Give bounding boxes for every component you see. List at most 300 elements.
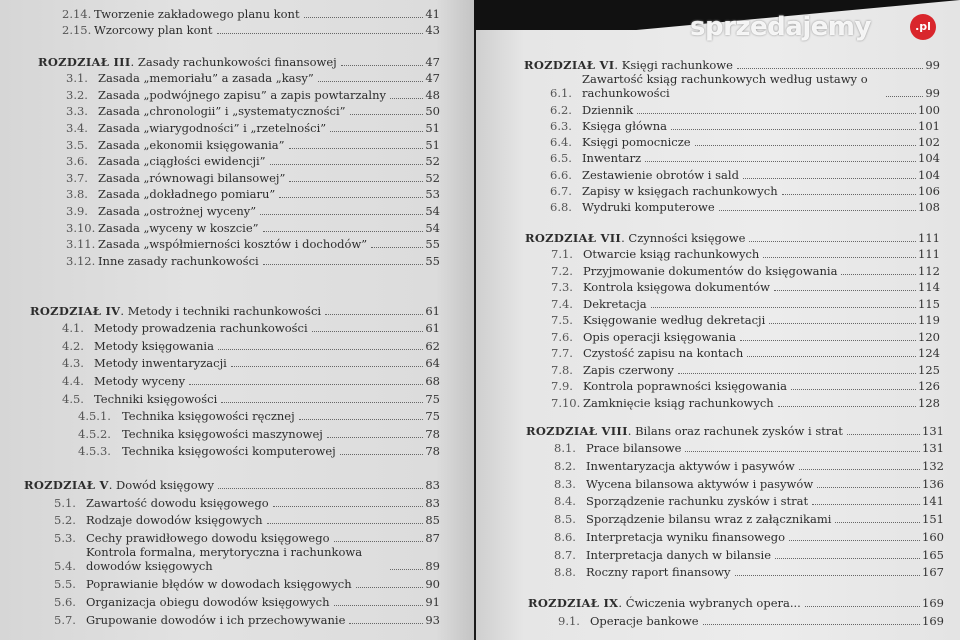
- toc-entry: [38, 201, 440, 218]
- entry-title: Metody inwentaryzacji: [94, 356, 227, 371]
- entry-title: Zasada „ciągłości ewidencji”: [98, 154, 266, 169]
- page-number: 136: [922, 476, 944, 491]
- toc-entry: [30, 406, 440, 424]
- page-number: 131: [922, 441, 944, 456]
- toc-entry: [524, 100, 940, 116]
- page-number: 160: [922, 529, 944, 544]
- page-number: 75: [425, 391, 440, 406]
- page-number: 106: [918, 184, 940, 199]
- dot-leader: [327, 437, 424, 438]
- page-number: 64: [425, 356, 440, 371]
- page-number: 125: [918, 362, 940, 377]
- page-number: 53: [425, 187, 440, 202]
- dot-leader: [782, 194, 916, 195]
- chapter-heading: [526, 416, 944, 438]
- toc-entry: [524, 72, 940, 100]
- chapter-label: ROZDZIAŁ V: [24, 477, 109, 492]
- toc-entry: [24, 545, 440, 573]
- dot-leader: [231, 366, 424, 367]
- entry-title: Zasada „współmierności kosztów i dochodów”: [98, 237, 368, 252]
- entry-title: Sporządzenie rachunku zysków i strat: [586, 494, 809, 509]
- toc-entry: [38, 85, 440, 102]
- toc-entry: [525, 245, 940, 262]
- entry-number: 5.3.: [54, 531, 76, 546]
- toc-entry: [38, 102, 440, 119]
- dot-leader: [740, 340, 916, 341]
- page-number: 91: [425, 594, 440, 609]
- entry-title: Tworzenie zakładowego planu kont: [94, 6, 300, 21]
- page-number: 89: [425, 559, 440, 574]
- dot-leader: [304, 17, 424, 18]
- page-number: 124: [918, 346, 940, 360]
- dot-leader: [775, 558, 920, 559]
- entry-title: Zawartość ksiąg rachunkowych według ustawy o rachunkowości: [582, 72, 868, 101]
- page-number: 47: [425, 71, 440, 86]
- dot-leader: [218, 488, 423, 489]
- dot-leader: [805, 606, 920, 607]
- dot-leader: [735, 575, 920, 576]
- page-number: 114: [918, 280, 940, 294]
- dot-leader: [637, 113, 916, 114]
- dot-leader: [356, 587, 424, 588]
- entry-title: Zasada „ostrożnej wyceny”: [98, 203, 257, 218]
- page-number: 51: [425, 137, 440, 152]
- entry-title: Poprawianie błędów w dowodach księgowych: [86, 576, 352, 591]
- entry-title: Technika księgowości ręcznej: [122, 409, 295, 424]
- toc-entry: [525, 327, 940, 344]
- page-number: 78: [425, 426, 440, 441]
- page-number: 55: [425, 237, 440, 252]
- entry-title: Inwentarz: [582, 151, 642, 166]
- dot-leader: [341, 65, 424, 66]
- entry-number: 4.5.3.: [78, 444, 111, 459]
- entry-number: 2.15.: [62, 23, 92, 37]
- dot-leader: [334, 605, 424, 606]
- entry-number: 6.3.: [550, 118, 572, 133]
- dot-leader: [769, 323, 916, 324]
- page-number: 165: [922, 547, 944, 562]
- dot-leader: [318, 81, 424, 82]
- entry-title: Zasada „ekonomii księgowania”: [98, 137, 285, 152]
- dot-leader: [260, 214, 423, 215]
- dot-leader: [685, 451, 920, 452]
- toc-entry: [525, 344, 940, 361]
- entry-title: Wycena bilansowa aktywów i pasywów: [586, 476, 814, 491]
- entry-number: 3.2.: [66, 87, 88, 102]
- page-number: 112: [918, 263, 940, 278]
- entry-number: 8.1.: [554, 441, 576, 456]
- page-number: 78: [425, 444, 440, 459]
- dot-leader: [743, 178, 916, 179]
- toc-entry: [526, 508, 944, 526]
- dot-leader: [263, 231, 424, 232]
- page-number: 52: [425, 154, 440, 169]
- dot-leader: [817, 487, 920, 488]
- chapter-heading: [24, 470, 440, 492]
- page-number: 102: [918, 135, 940, 150]
- dot-leader: [267, 523, 424, 524]
- entry-number: 8.7.: [554, 547, 576, 562]
- dot-leader: [263, 264, 424, 265]
- entry-title: Zamknięcie ksiąg rachunkowych: [583, 395, 774, 410]
- dot-leader: [371, 247, 423, 248]
- entry-title: Księgowanie według dekretacji: [583, 313, 766, 327]
- entry-number: 6.6.: [550, 167, 572, 182]
- page-number: 126: [918, 379, 940, 393]
- page-number: 101: [918, 118, 940, 133]
- dot-leader: [221, 402, 423, 403]
- entry-title: Operacje bankowe: [590, 614, 699, 628]
- chapter-heading: [30, 296, 440, 318]
- toc-entry: [24, 527, 440, 545]
- entry-number: 6.8.: [550, 200, 572, 215]
- page-number: 54: [425, 203, 440, 218]
- entry-number: 5.2.: [54, 513, 76, 528]
- page-number: 111: [918, 247, 940, 261]
- entry-title: Zasada „chronologii” i „systematyczności”: [98, 104, 346, 119]
- toc-entry: [525, 393, 940, 410]
- entry-number: 4.5.1.: [78, 409, 111, 424]
- dot-leader: [270, 164, 424, 165]
- chapter-label: ROZDZIAŁ VII: [525, 230, 622, 245]
- toc-entry: [62, 4, 440, 21]
- page-number: 104: [918, 167, 940, 182]
- page-number: 48: [425, 87, 440, 102]
- toc-entry: [38, 168, 440, 185]
- entry-number: 3.8.: [66, 187, 88, 202]
- entry-number: 5.1.: [54, 495, 76, 510]
- dot-leader: [312, 331, 424, 332]
- page-number: 167: [922, 565, 944, 580]
- entry-number: 3.11.: [66, 237, 96, 252]
- entry-number: 4.1.: [62, 321, 84, 336]
- entry-number: 3.10.: [66, 220, 96, 235]
- page-number: 68: [425, 373, 440, 388]
- entry-title: Zasada „dokładnego pomiaru”: [98, 187, 276, 202]
- toc-entry: [526, 438, 944, 456]
- entry-title: Zasada „memoriału” a zasada „kasy”: [98, 71, 314, 86]
- dot-leader: [350, 114, 424, 115]
- section-continuation: [62, 4, 440, 37]
- page-number: 90: [425, 576, 440, 591]
- entry-title: Cechy prawidłowego dowodu księgowego: [86, 531, 330, 546]
- dot-leader: [289, 181, 423, 182]
- toc-entry: [24, 492, 440, 510]
- toc-entry: [525, 377, 940, 394]
- toc-entry: [30, 441, 440, 459]
- dot-leader: [847, 434, 920, 435]
- entry-title: Interpretacja danych w bilansie: [586, 547, 772, 562]
- entry-number: 6.2.: [550, 102, 572, 117]
- toc-entry: [38, 251, 440, 268]
- toc-entry: [30, 335, 440, 353]
- toc-entry: [525, 261, 940, 278]
- entry-number: 7.4.: [551, 296, 573, 311]
- chapter-heading: [524, 52, 940, 72]
- entry-number: 6.1.: [550, 86, 572, 101]
- toc-entry: [526, 473, 944, 491]
- page-number: 52: [425, 170, 440, 185]
- chapter-heading: [525, 224, 940, 245]
- entry-number: 7.10.: [551, 395, 581, 410]
- dot-leader: [841, 274, 916, 275]
- entry-title: Technika księgowości maszynowej: [122, 426, 323, 441]
- page-number: 83: [425, 477, 440, 492]
- entry-number: 3.12.: [66, 253, 96, 268]
- entry-title: Czystość zapisu na kontach: [583, 346, 744, 360]
- entry-number: 4.3.: [62, 356, 84, 371]
- entry-title: Księgi pomocnicze: [582, 135, 691, 150]
- entry-title: Interpretacja wyniku finansowego: [586, 529, 786, 544]
- chapter-title: . Księgi rachunkowe: [614, 58, 733, 73]
- dot-leader: [189, 384, 423, 385]
- entry-title: Metody prowadzenia rachunkowości: [94, 321, 308, 336]
- chapter-title: . Zasady rachunkowości finansowej: [130, 54, 337, 69]
- entry-number: 6.7.: [550, 184, 572, 199]
- toc-entry: [30, 353, 440, 371]
- page-number: 131: [922, 423, 944, 438]
- toc-entry: [526, 491, 944, 509]
- entry-title: Zasada „równowagi bilansowej”: [98, 170, 286, 185]
- dot-leader: [799, 469, 920, 470]
- page-number: 62: [425, 338, 440, 353]
- entry-number: 3.5.: [66, 137, 88, 152]
- toc-entry: [24, 573, 440, 591]
- dot-leader: [719, 210, 916, 211]
- entry-title: Otwarcie ksiąg rachunkowych: [583, 247, 760, 261]
- dot-leader: [279, 197, 423, 198]
- dot-leader: [703, 624, 920, 625]
- entry-number: 3.7.: [66, 170, 88, 185]
- watermark-logo: sprzedajemy: [690, 12, 871, 42]
- entry-number: 4.5.: [62, 391, 84, 406]
- chapter-heading: [528, 588, 944, 610]
- chapter-title: . Ćwiczenia wybranych opera...: [618, 596, 801, 610]
- entry-title: Inwentaryzacja aktywów i pasywów: [586, 459, 795, 474]
- chapter-label: ROZDZIAŁ IX: [528, 596, 619, 610]
- entry-number: 9.1.: [558, 614, 580, 628]
- page-number: 99: [925, 58, 940, 73]
- entry-number: 4.5.2.: [78, 426, 111, 441]
- page-number: 50: [425, 104, 440, 119]
- dot-leader: [217, 33, 424, 34]
- page-number: 111: [918, 230, 940, 245]
- entry-number: 7.6.: [551, 329, 573, 344]
- entry-title: Kontrola księgowa dokumentów: [583, 280, 771, 294]
- page-number: 128: [918, 395, 940, 410]
- entry-title: Kontrola formalna, merytoryczna i rachunkowa dowodów księgowych: [86, 545, 363, 574]
- toc-entry: [38, 152, 440, 169]
- dot-leader: [678, 373, 916, 374]
- entry-title: Zapisy w księgach rachunkowych: [582, 184, 778, 199]
- dot-leader: [812, 504, 920, 505]
- entry-title: Sporządzenie bilansu wraz z załącznikami: [586, 512, 832, 527]
- entry-title: Prace bilansowe: [586, 441, 682, 456]
- chapter-section: [525, 224, 940, 410]
- toc-entry: [525, 311, 940, 328]
- toc-entry: [526, 544, 944, 562]
- entry-title: Metody księgowania: [94, 338, 214, 353]
- toc-entry: [524, 165, 940, 181]
- toc-entry: [524, 198, 940, 214]
- entry-number: 8.6.: [554, 529, 576, 544]
- page-number: 61: [425, 321, 440, 336]
- dot-leader: [390, 569, 423, 570]
- chapter-section: [38, 48, 440, 268]
- toc-entry: [524, 133, 940, 149]
- dot-leader: [289, 148, 424, 149]
- page-number: 43: [425, 23, 440, 37]
- page-number: 169: [922, 596, 944, 610]
- toc-entry: [38, 118, 440, 135]
- chapter-title: . Bilans oraz rachunek zysków i strat: [627, 423, 843, 438]
- dot-leader: [651, 307, 916, 308]
- toc-entry: [24, 510, 440, 528]
- toc-entry: [30, 423, 440, 441]
- toc-entry: [528, 610, 944, 628]
- dot-leader: [390, 98, 423, 99]
- toc-entry: [526, 526, 944, 544]
- chapter-title: . Dowód księgowy: [108, 477, 214, 492]
- entry-title: Dekretacja: [583, 296, 647, 311]
- entry-title: Zawartość dowodu księgowego: [86, 495, 269, 510]
- toc-entry: [38, 69, 440, 86]
- entry-number: 8.4.: [554, 494, 576, 509]
- entry-title: Organizacja obiegu dowodów księgowych: [86, 594, 330, 609]
- page-number: 132: [922, 459, 944, 474]
- entry-number: 8.8.: [554, 565, 576, 580]
- page-number: 169: [922, 614, 944, 628]
- chapter-label: ROZDZIAŁ VI: [524, 58, 615, 73]
- chapter-label: ROZDZIAŁ III: [38, 54, 131, 69]
- entry-number: 4.2.: [62, 338, 84, 353]
- toc-entry: [525, 278, 940, 295]
- entry-number: 6.4.: [550, 135, 572, 150]
- entry-number: 7.8.: [551, 362, 573, 377]
- dot-leader: [737, 68, 923, 69]
- dot-leader: [349, 623, 423, 624]
- page-number: 83: [425, 495, 440, 510]
- chapter-label: ROZDZIAŁ IV: [30, 303, 121, 318]
- entry-number: 7.1.: [551, 247, 573, 261]
- entry-number: 5.6.: [54, 594, 76, 609]
- page-number: 120: [918, 329, 940, 344]
- entry-number: 3.6.: [66, 154, 88, 169]
- page-number: 115: [918, 296, 940, 311]
- entry-title: Opis operacji księgowania: [583, 329, 737, 344]
- entry-title: Księga główna: [582, 118, 667, 133]
- page-number: 47: [425, 54, 440, 69]
- dot-leader: [886, 96, 923, 97]
- dot-leader: [218, 349, 423, 350]
- dot-leader: [695, 145, 916, 146]
- dot-leader: [763, 257, 916, 258]
- page-number: 100: [918, 102, 940, 117]
- page-number: 51: [425, 120, 440, 135]
- chapter-section: [24, 470, 440, 627]
- entry-number: 7.7.: [551, 346, 573, 360]
- dot-leader: [273, 506, 424, 507]
- page-number: 141: [922, 494, 944, 509]
- dot-leader: [330, 131, 423, 132]
- toc-entry: [24, 591, 440, 609]
- dot-leader: [774, 290, 916, 291]
- entry-number: 2.14.: [62, 6, 92, 21]
- entry-title: Wzorcowy plan kont: [94, 23, 213, 37]
- dot-leader: [325, 314, 423, 315]
- entry-number: 3.1.: [66, 71, 88, 86]
- entry-number: 3.3.: [66, 104, 88, 119]
- entry-title: Zapis czerwony: [583, 362, 674, 377]
- toc-entry: [38, 218, 440, 235]
- page-number: 99: [925, 86, 940, 101]
- toc-entry: [525, 294, 940, 311]
- entry-number: 8.2.: [554, 459, 576, 474]
- entry-title: Techniki księgowości: [94, 391, 218, 406]
- entry-number: 3.9.: [66, 203, 88, 218]
- dot-leader: [791, 389, 916, 390]
- watermark-badge: .pl: [910, 14, 936, 40]
- chapter-label: ROZDZIAŁ VIII: [526, 423, 628, 438]
- entry-number: 5.7.: [54, 612, 76, 627]
- right-page: [476, 0, 960, 640]
- toc-entry: [526, 455, 944, 473]
- dot-leader: [747, 356, 916, 357]
- toc-entry: [524, 117, 940, 133]
- dot-leader: [340, 454, 424, 455]
- dot-leader: [835, 522, 920, 523]
- dot-leader: [334, 541, 424, 542]
- dot-leader: [789, 540, 920, 541]
- toc-entry: [525, 360, 940, 377]
- page-number: 55: [425, 253, 440, 268]
- entry-title: Grupowanie dowodów i ich przechowywanie: [86, 612, 346, 627]
- dot-leader: [645, 161, 916, 162]
- entry-title: Zasada „wiarygodności” i „rzetelności”: [98, 120, 327, 135]
- entry-number: 7.3.: [551, 280, 573, 294]
- entry-number: 7.2.: [551, 263, 573, 278]
- entry-title: Dziennik: [582, 102, 634, 117]
- page-number: 41: [425, 6, 440, 21]
- entry-title: Rodzaje dowodów księgowych: [86, 513, 263, 528]
- toc-entry: [38, 135, 440, 152]
- toc-entry: [62, 21, 440, 38]
- toc-entry: [24, 609, 440, 627]
- entry-title: Zestawienie obrotów i sald: [582, 167, 739, 182]
- page-number: 93: [425, 612, 440, 627]
- toc-entry: [30, 388, 440, 406]
- entry-title: Technika księgowości komputerowej: [122, 444, 336, 459]
- dot-leader: [671, 129, 916, 130]
- entry-title: Inne zasady rachunkowości: [98, 253, 259, 268]
- entry-number: 8.5.: [554, 512, 576, 527]
- entry-number: 6.5.: [550, 151, 572, 166]
- chapter-title: . Czynności księgowe: [621, 230, 746, 245]
- page-number: 85: [425, 513, 440, 528]
- entry-number: 7.9.: [551, 379, 573, 393]
- entry-number: 4.4.: [62, 373, 84, 388]
- entry-number: 8.3.: [554, 476, 576, 491]
- dot-leader: [299, 419, 424, 420]
- entry-title: Wydruki komputerowe: [582, 200, 715, 215]
- dot-leader: [749, 241, 916, 242]
- dot-leader: [778, 406, 916, 407]
- page-number: 54: [425, 220, 440, 235]
- page-number: 108: [918, 200, 940, 215]
- entry-title: Przyjmowanie dokumentów do księgowania: [583, 263, 838, 278]
- left-page: [0, 0, 474, 640]
- entry-title: Metody wyceny: [94, 373, 186, 388]
